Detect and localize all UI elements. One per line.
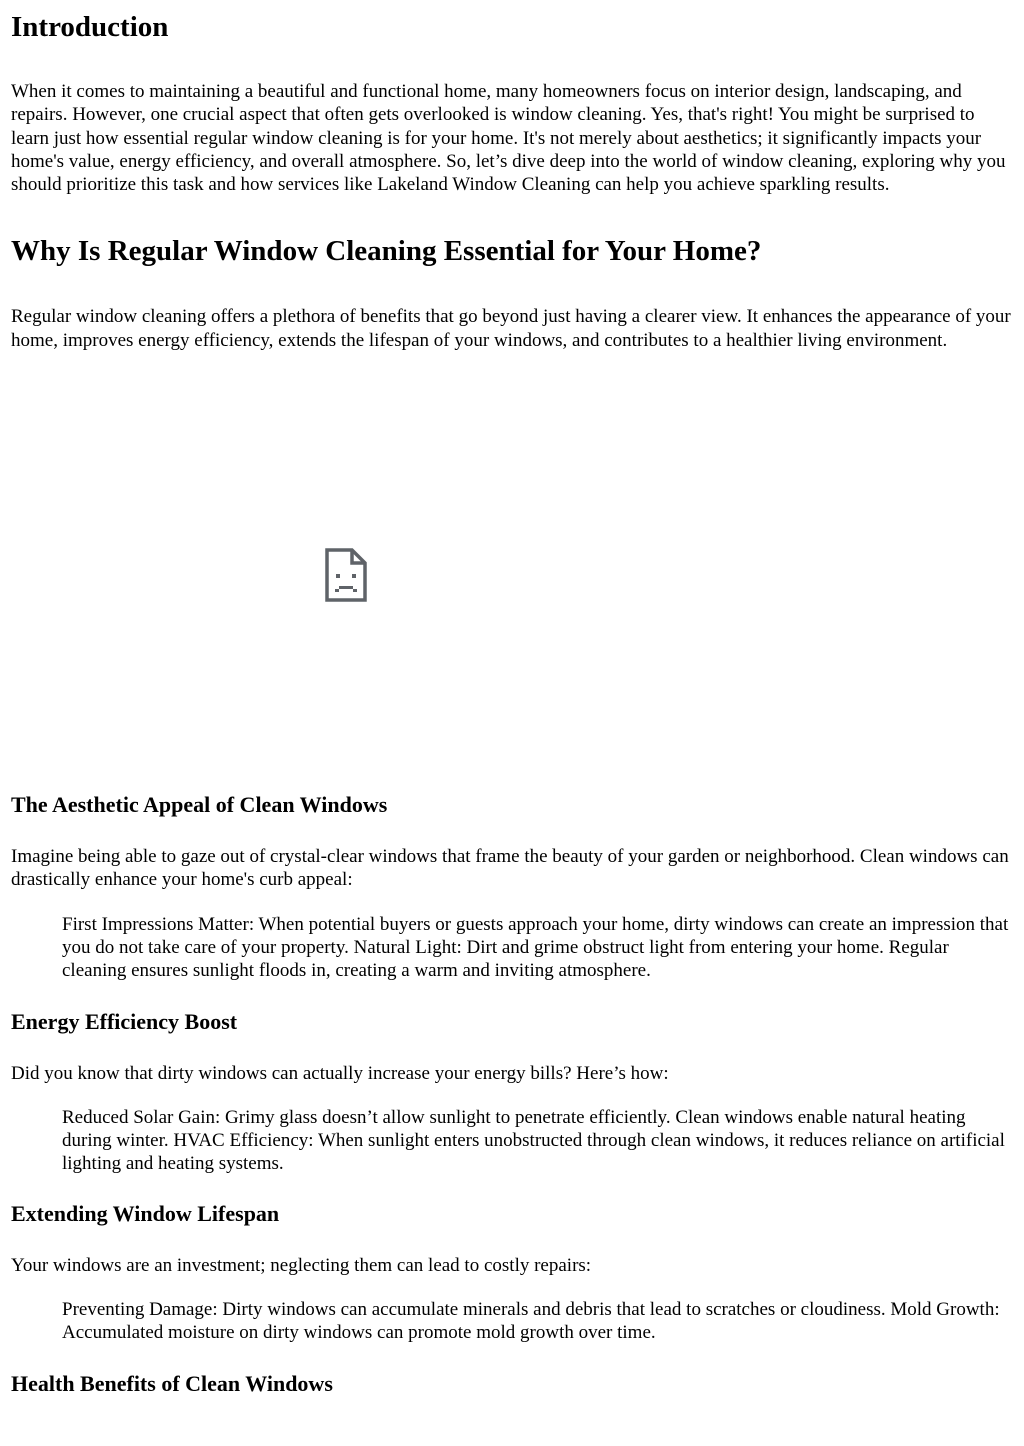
energy-quote: Reduced Solar Gain: Grimy glass doesn’t allow sunlight to penetrate efficiently. Clean windows enable natural heating during winter. HVAC Efficiency: When sunlight enters unobstructed through clean windows, it reduces reliance on artificial lighting and heating systems. (62, 1106, 1005, 1175)
intro-heading: Introduction (11, 11, 169, 43)
aesthetic-heading: The Aesthetic Appeal of Clean Windows (11, 792, 388, 818)
broken-image-container (11, 352, 1013, 792)
health-heading: Health Benefits of Clean Windows (11, 1370, 333, 1396)
lifespan-heading: Extending Window Lifespan (11, 1200, 280, 1226)
aesthetic-paragraph: Imagine being able to gaze out of crystal-clear windows that frame the beauty of your garden or neighborhood. Clean windows can drastically enhance your home's curb appeal: (11, 846, 1009, 891)
intro-paragraph: When it comes to maintaining a beautiful and functional home, many homeowners focus on interior design, landscaping, and repairs. However, one crucial aspect that often gets overlooked is window cleaning. Yes, that's right! You might be surprised to learn just how essential regular window cleaning is for your home. It's not merely about aesthetics; it significantly impacts your home's value, energy efficiency, and overall atmosphere. So, let’s dive deep into the world of window cleaning, exploring why you should prioritize this task and how services like Lakeland Window Cleaning can help you achieve sparkling results. (11, 81, 1006, 196)
article (11, 0, 1013, 1397)
lifespan-paragraph: Your windows are an investment; neglecting them can lead to costly repairs: (11, 1254, 592, 1276)
why-paragraph: Regular window cleaning offers a plethora of benefits that go beyond just having a clearer view. It enhances the appearance of your home, improves energy efficiency, extends the lifespan of your windows, and contributes to a healthier living environment. (11, 306, 1011, 351)
lifespan-quote: Preventing Damage: Dirty windows can accumulate minerals and debris that lead to scratches or cloudiness. Mold Growth: Accumulated moisture on dirty windows can promote mold growth over time. (62, 1299, 1000, 1344)
broken-image-icon (325, 548, 367, 602)
energy-paragraph: Did you know that dirty windows can actually increase your energy bills? Here’s how: (11, 1062, 669, 1084)
aesthetic-quote: First Impressions Matter: When potential buyers or guests approach your home, dirty windows can create an impression that you do not take care of your property. Natural Light: Dirt and grime obstruct light from entering your home. Regular cleaning ensures sunlight floods in, creating a warm and inviting atmosphere. (62, 913, 1009, 982)
why-heading: Why Is Regular Window Cleaning Essential for Your Home? (11, 235, 762, 268)
energy-heading: Energy Efficiency Boost (11, 1008, 238, 1034)
